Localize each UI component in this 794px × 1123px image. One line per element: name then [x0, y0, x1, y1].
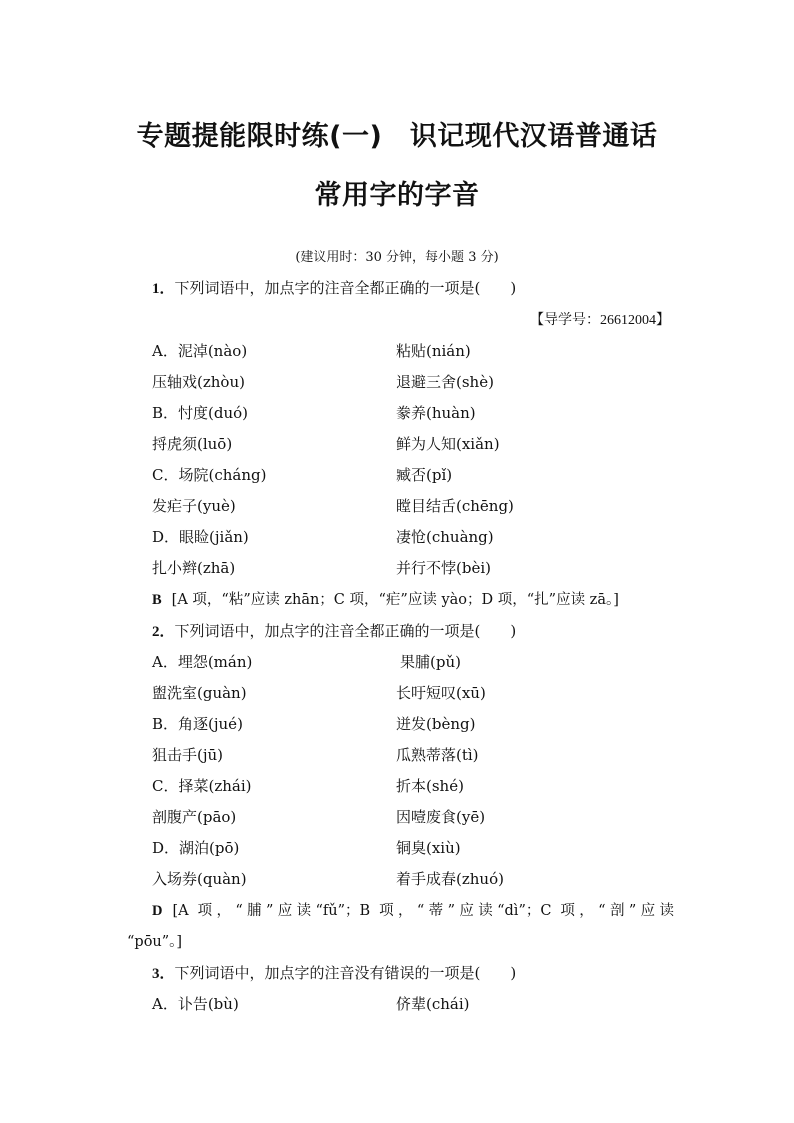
- q2-option-c-left: C．择菜(zhái): [152, 777, 252, 795]
- q2-option-d-left2: 入场券(quàn): [152, 870, 247, 888]
- q2-option-b-right: 迸发(bèng): [396, 715, 476, 733]
- question-2-close: ): [510, 622, 517, 640]
- time-note: (建议用时：30 分钟，每小题 3 分): [295, 250, 499, 265]
- question-2-answer: [152, 899, 674, 920]
- q1-option-b-left2: 捋虎须(luō): [152, 435, 233, 453]
- page-title: 专题提能限时练(一) 识记现代汉语普通话: [136, 121, 658, 152]
- question-3-number: 3．: [152, 966, 175, 982]
- q2-option-c-right2: 因噎废食(yē): [396, 808, 486, 826]
- q1-option-c-left: C．场院(cháng): [152, 466, 267, 484]
- q1-option-d-left2: 扎小辫(zhā): [152, 559, 236, 577]
- question-2-answer-continued: “pōu”。]: [127, 934, 183, 950]
- q1-option-c-right: 臧否(pǐ): [396, 466, 453, 484]
- question-1-close: ): [510, 279, 517, 297]
- q2-option-a-right: 果脯(pǔ): [400, 653, 461, 671]
- question-1-answer-letter: B: [152, 592, 162, 608]
- guide-number: 【导学号：26612004】: [530, 312, 670, 328]
- question-1-text: 下列词语中，加点字的注音全都正确的一项是(: [174, 279, 481, 297]
- question-3-stem: [152, 962, 516, 983]
- q1-option-b-right2: 鲜为人知(xiǎn): [396, 435, 500, 453]
- question-3-close: ): [510, 964, 517, 982]
- q3-option-a-right: 侪辈(chái): [396, 995, 470, 1013]
- q1-option-d-right: 凄怆(chuàng): [396, 528, 494, 546]
- question-1-number: 1．: [152, 281, 175, 297]
- question-2-number: 2．: [152, 624, 175, 640]
- q1-option-a-left2: 压轴戏(zhòu): [152, 373, 245, 391]
- page-subtitle: 常用字的字音: [314, 180, 480, 211]
- question-2-answer-text: [A 项，“脯”应读“fǔ”；B 项，“蒂”应读“dì”；C 项，“剖”应读: [172, 903, 674, 919]
- q1-option-a-right: 粘贴(nián): [396, 342, 471, 360]
- q2-option-b-left: B．角逐(jué): [152, 715, 243, 733]
- q2-option-b-left2: 狙击手(jū): [152, 746, 224, 764]
- q2-option-a-right2: 长吁短叹(xū): [396, 684, 486, 702]
- q2-option-d-left: D．湖泊(pō): [152, 839, 240, 857]
- question-2-text: 下列词语中，加点字的注音全都正确的一项是(: [174, 622, 481, 640]
- q1-option-b-right: 豢养(huàn): [396, 404, 476, 422]
- q1-option-c-left2: 发疟子(yuè): [152, 497, 236, 515]
- question-1-answer: [152, 588, 619, 609]
- question-2-stem: [152, 620, 516, 641]
- question-1-answer-text: [A 项，“粘”应读 zhān；C 项，“疟”应读 yào；D 项，“扎”应读 zā。]: [171, 592, 619, 608]
- q2-option-d-right2: 着手成春(zhuó): [396, 870, 504, 888]
- q1-option-d-right2: 并行不悖(bèi): [396, 559, 491, 577]
- q1-option-b-left: B．忖度(duó): [152, 404, 249, 422]
- q2-option-c-left2: 剖腹产(pāo): [152, 808, 237, 826]
- question-2-answer-letter: D: [152, 903, 163, 919]
- q1-option-a-left: A．泥淖(nào): [152, 342, 248, 360]
- q2-option-b-right2: 瓜熟蒂落(tì): [396, 746, 479, 764]
- q1-option-c-right2: 瞠目结舌(chēng): [396, 497, 514, 515]
- q1-option-d-left: D．眼睑(jiǎn): [152, 528, 249, 546]
- question-3-text: 下列词语中，加点字的注音没有错误的一项是(: [174, 964, 481, 982]
- q3-option-a-left: A．讣告(bù): [152, 995, 239, 1013]
- q1-option-a-right2: 退避三舍(shè): [396, 373, 494, 391]
- q2-option-d-right: 铜臭(xiù): [396, 839, 461, 857]
- q2-option-a-left2: 盥洗室(guàn): [152, 684, 247, 702]
- question-1-stem: [152, 277, 516, 298]
- q2-option-c-right: 折本(shé): [396, 777, 464, 795]
- q2-option-a-left: A．埋怨(mán): [152, 653, 253, 671]
